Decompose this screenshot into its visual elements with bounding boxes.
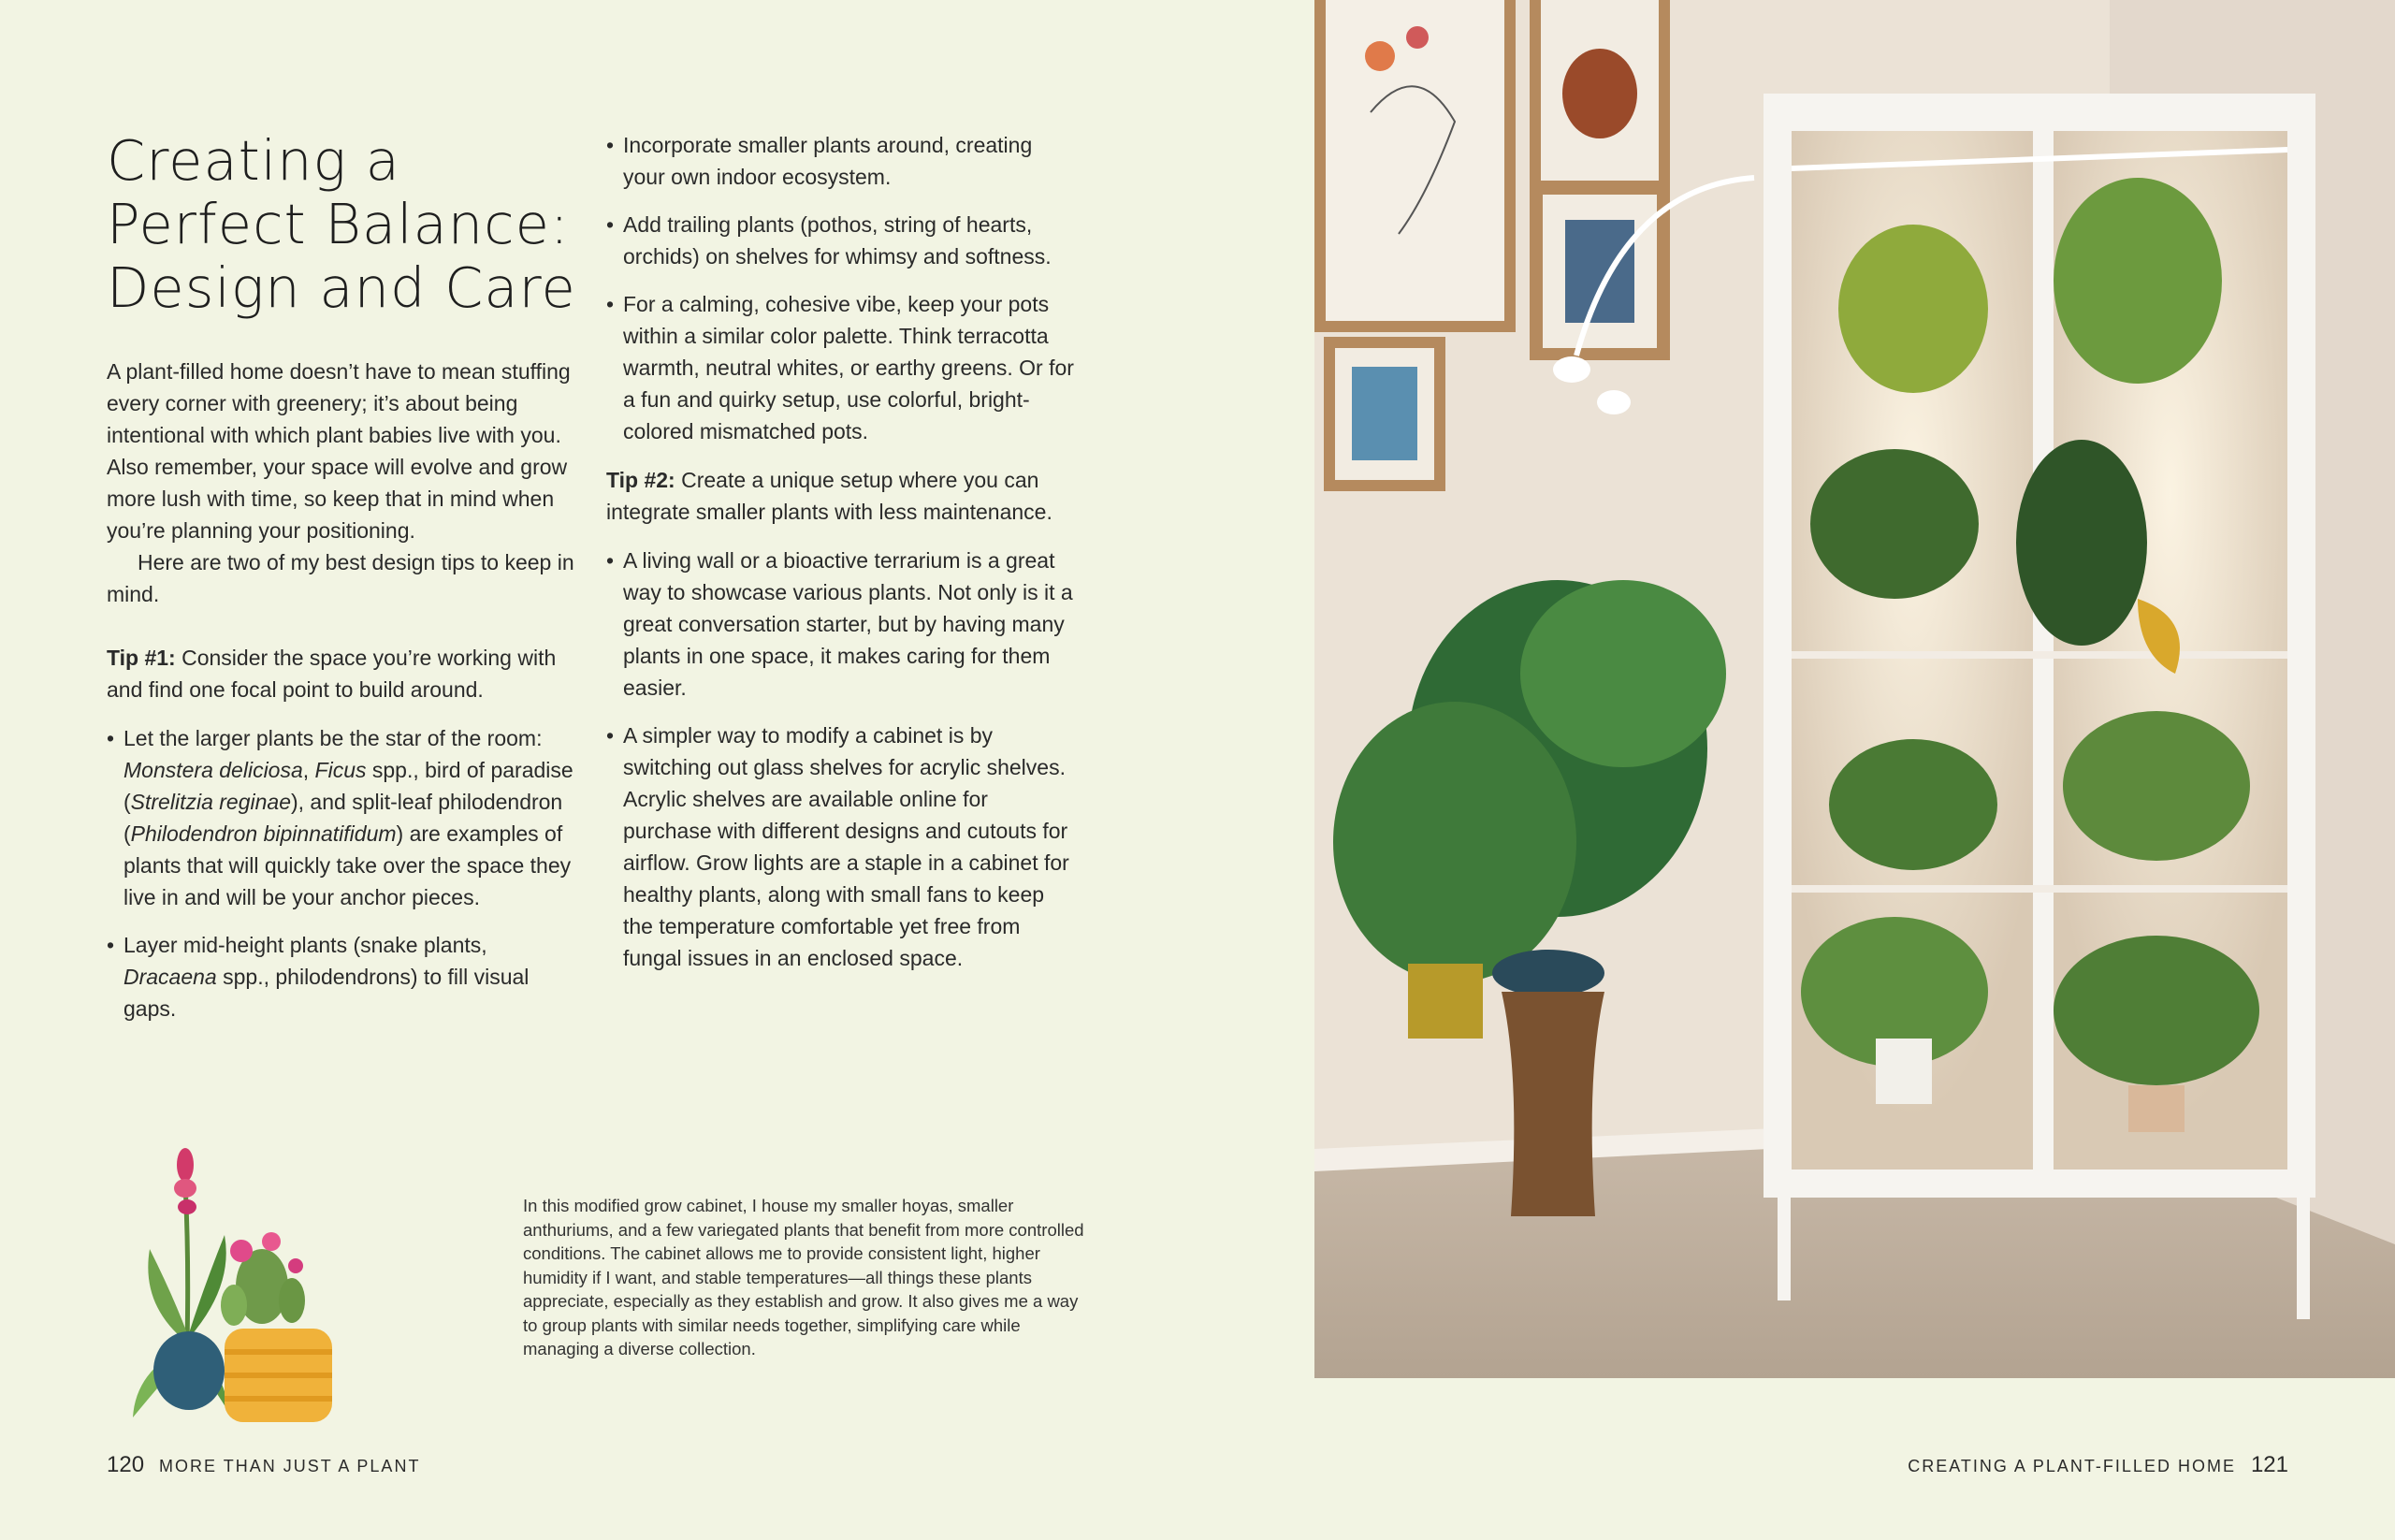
footer-left <box>107 1452 435 1478</box>
page-number: 120 <box>107 1452 145 1477</box>
photo-caption: In this modified grow cabinet, I house my smaller hoyas, smaller anthuriums, and a few variegated plants that benefit from more controlled conditions. The cabinet allows me to provide consistent light, higher humidity if I want, and stable temperatures—all things these plants appreciate, especially as they establish and grow. It also gives me a way to group plants with similar needs together, simplifying care while managing a diverse collection. <box>523 1196 1084 1358</box>
left-column <box>107 129 574 1040</box>
tip-2 <box>606 464 1074 528</box>
bullet-item: • A simpler way to modify a cabinet is by switching out glass shelves for acrylic shelves. Acrylic shelves are available online for purchase with different designs and cutouts for airflow. Grow lights are a staple in a cabinet for healthy plants, along with small fans to keep the temperature comfortable yet free from fungal issues in an enclosed space. <box>606 719 1074 974</box>
bullet-text: ) are examples of plants that will quickly take over the space they live in and will be your anchor pieces. <box>123 821 572 909</box>
bullet-item: • For a calming, cohesive vibe, keep your pots within a similar color palette. Think terracotta warmth, neutral whites, or earthy greens. Or for a fun and quirky setup, use colorful, bright-colored mismatched pots. <box>606 288 1074 447</box>
potted-plants-illustration <box>131 1146 346 1427</box>
bullet-item: • A living wall or a bioactive terrarium is a great way to showcase various plants. Not only is it a great conversation starter, but by having many plants in one space, it makes caring for them easier. <box>606 545 1074 704</box>
bullet-italic: Monstera deliciosa <box>123 758 303 782</box>
page-title <box>107 129 574 320</box>
bullet-italic: Ficus <box>314 758 367 782</box>
title-line: Perfect Balance: <box>107 192 570 256</box>
grow-cabinet-photo <box>1314 0 2395 1378</box>
running-head: MORE THAN JUST A PLANT <box>159 1457 421 1475</box>
bullet-item <box>107 929 574 1024</box>
tip-1-text: Consider the space you’re working with and find one focal point to build around. <box>107 646 557 702</box>
bullet-italic: Strelitzia reginae <box>130 790 291 814</box>
bullet-text: spp., philodendrons) to fill visual gaps. <box>123 965 530 1021</box>
bullet-text: ), and split-leaf philodendron ( <box>123 790 563 846</box>
running-head: CREATING A PLANT-FILLED HOME <box>1908 1457 2236 1475</box>
tip-1-bullets-cont <box>606 129 1074 447</box>
tip-2-bullets <box>606 545 1074 974</box>
tip-2-text: Create a unique setup where you can integrate smaller plants with less maintenance. <box>606 468 1052 524</box>
bullet-text: Let the larger plants be the star of the room: <box>123 726 543 750</box>
middle-column <box>606 129 1074 990</box>
bullet-text: spp., bird of paradise ( <box>123 758 573 814</box>
bullet-italic: Dracaena <box>123 965 217 989</box>
footer-right <box>1893 1452 2288 1478</box>
bullet-italic: Philodendron bipinnatifidum <box>130 821 397 846</box>
title-line: Creating a <box>107 128 400 193</box>
intro-paragraph-2: Here are two of my best design tips to keep in mind. <box>107 550 574 606</box>
tip-2-label: Tip #2: <box>606 468 675 492</box>
tip-1-label: Tip #1: <box>107 646 176 670</box>
page-number: 121 <box>2250 1452 2288 1477</box>
title-line: Design and Care <box>107 255 576 320</box>
tip-1-bullets <box>107 722 574 1024</box>
bullet-text: Layer mid-height plants (snake plants, <box>123 933 487 957</box>
intro-paragraph: A plant-filled home doesn’t have to mean stuffing every corner with greenery; it’s about being intentional with which plant babies live with you. Also remember, your space will evolve and grow more lush with time, so keep that in mind when you’re planning your positioning. <box>107 359 571 543</box>
bullet-item: • Add trailing plants (pothos, string of hearts, orchids) on shelves for whimsy and softness. <box>606 209 1074 272</box>
bullet-text: , <box>302 758 315 782</box>
tip-1 <box>107 642 574 705</box>
bullet-item: • Incorporate smaller plants around, creating your own indoor ecosystem. <box>606 129 1074 193</box>
bullet-item <box>107 722 574 913</box>
